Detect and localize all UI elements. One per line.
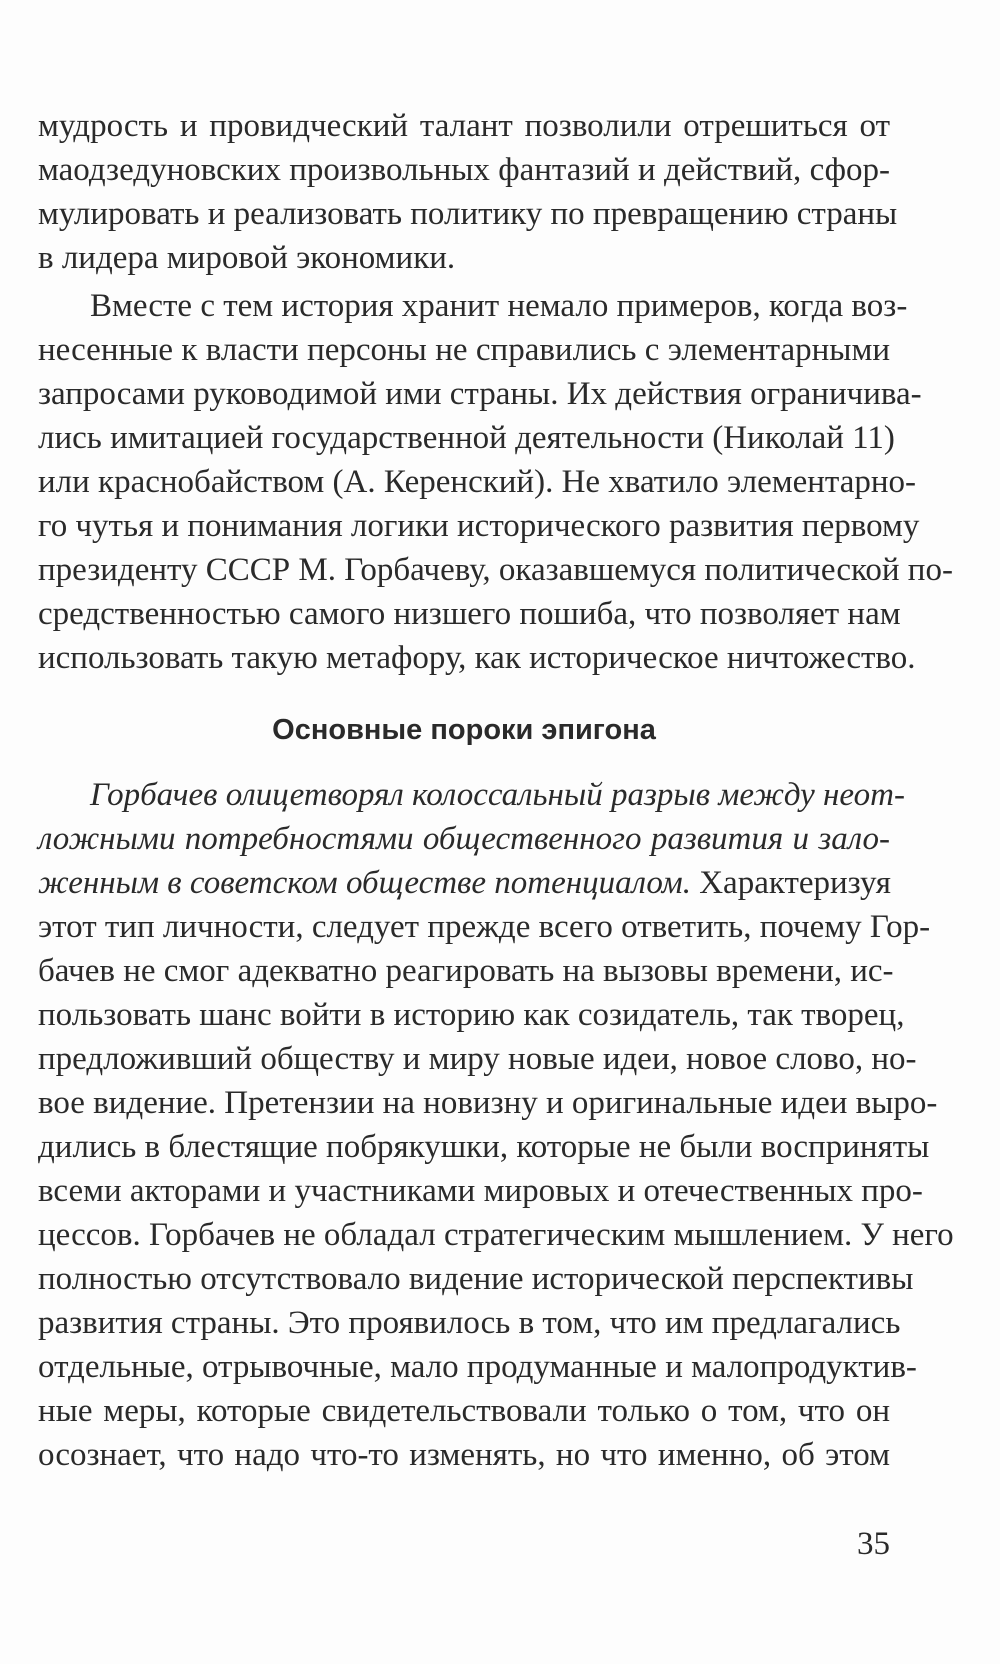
text-line: запросами руководимой ими страны. Их действия ограничива- <box>38 376 922 412</box>
text-line: полностью отсутствовало видение исторической перспективы <box>38 1261 914 1297</box>
regular-text: Характеризуя <box>690 865 891 901</box>
text-line: всеми акторами и участниками мировых и отечественных про- <box>38 1173 923 1209</box>
text-line: лись имитацией государственной деятельности (Николай 11) <box>38 420 895 456</box>
text-line: дились в блестящие побрякушки, которые не были восприняты <box>38 1129 930 1165</box>
text-line-italic: ложными потребностями общественного развития и зало- <box>38 821 890 857</box>
page-number: 35 <box>857 1526 890 1562</box>
text-line: пользовать шанс войти в историю как созидатель, так творец, <box>38 997 905 1033</box>
emphasized-text: женным в советском обществе потенциалом. <box>38 865 691 901</box>
text-line: развития страны. Это проявилось в том, что им предлагались <box>38 1305 901 1341</box>
text-line: в лидера мировой экономики. <box>38 240 456 276</box>
text-line-mixed <box>38 861 890 905</box>
text-line: ные меры, которые свидетельствовали только о том, что он <box>38 1393 890 1429</box>
text-line-italic: Горбачев олицетворял колоссальный разрыв между неот- <box>90 777 905 813</box>
text-line: маодзедуновских произвольных фантазий и действий, сфор- <box>38 152 890 188</box>
text-line: Вместе с тем история хранит немало примеров, когда воз- <box>90 288 908 324</box>
text-line: предложивший обществу и миру новые идеи, новое слово, но- <box>38 1041 917 1077</box>
text-line: го чутья и понимания логики исторического развития первому <box>38 508 920 544</box>
text-line: отдельные, отрывочные, мало продуманные и малопродуктив- <box>38 1349 917 1385</box>
text-line: мудрость и провидческий талант позволили отрешиться от <box>38 108 890 144</box>
section-heading: Основные пороки эпигона <box>272 714 656 746</box>
text-line: использовать такую метафору, как историческое ничтожество. <box>38 640 916 676</box>
paragraph-gorbachev-vices <box>38 773 954 1477</box>
text-line: или краснобайством (А. Керенский). Не хватило элементарно- <box>38 464 917 500</box>
text-line: мулировать и реализовать политику по превращению страны <box>38 196 898 232</box>
text-line: президенту СССР М. Горбачеву, оказавшемуся политической по- <box>38 552 953 588</box>
paragraph-continuation <box>38 104 898 280</box>
text-line: цессов. Горбачев не обладал стратегическим мышлением. У него <box>38 1217 954 1253</box>
text-line: средственностью самого низшего пошиба, что позволяет нам <box>38 596 901 632</box>
text-line: осознает, что надо что-то изменять, но что именно, об этом <box>38 1437 890 1473</box>
text-line: бачев не смог адекватно реагировать на вызовы времени, ис- <box>38 953 894 989</box>
text-line: этот тип личности, следует прежде всего ответить, почему Гор- <box>38 909 931 945</box>
text-line: несенные к власти персоны не справились с элементарными <box>38 332 890 368</box>
paragraph-history-examples <box>38 284 953 680</box>
text-line: вое видение. Претензии на новизну и оригинальные идеи выро- <box>38 1085 938 1121</box>
